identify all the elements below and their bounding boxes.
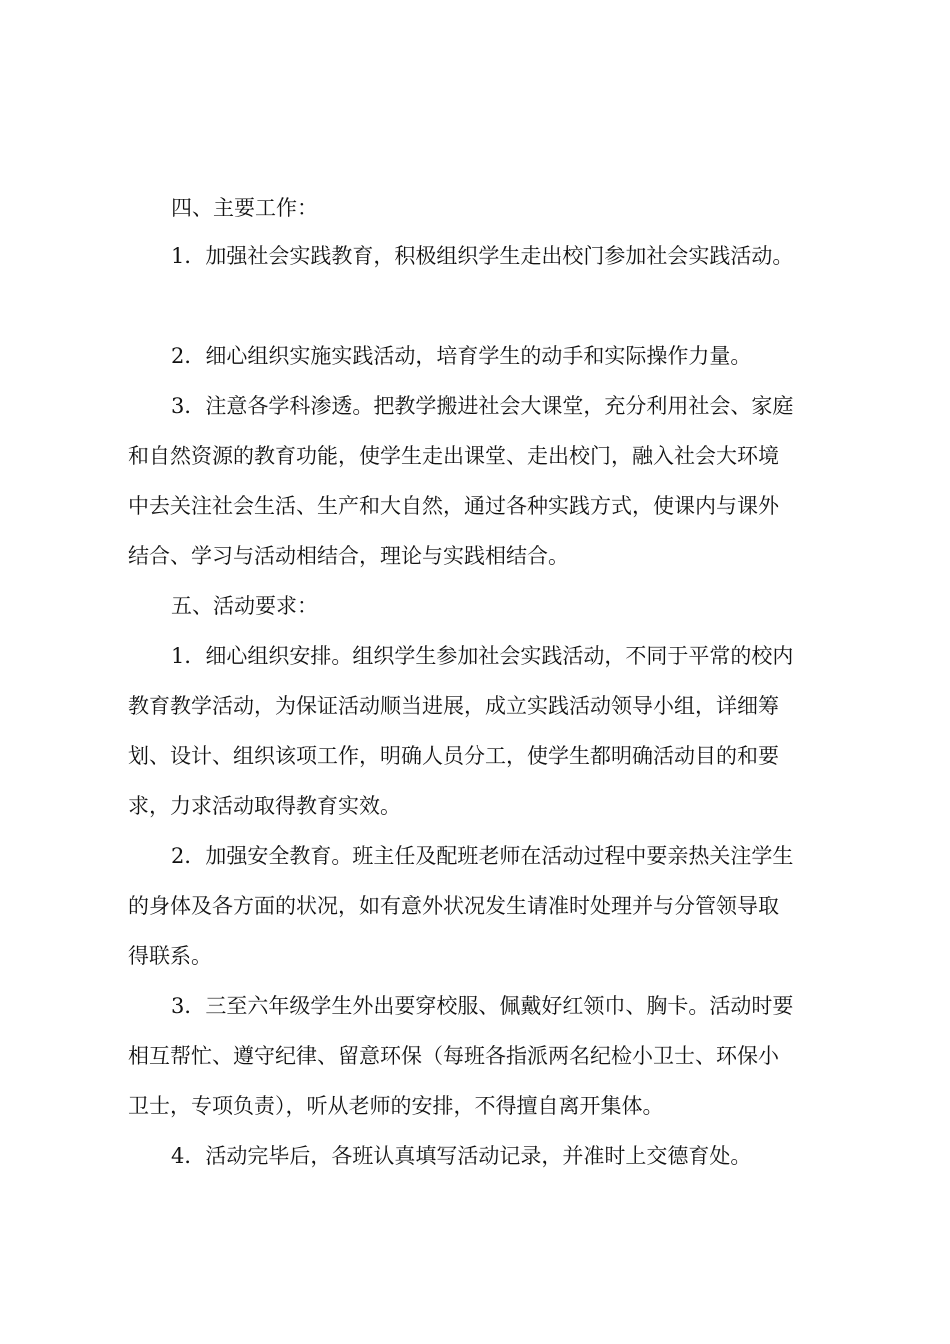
section-heading-4: 四、主要工作： (171, 196, 318, 220)
paragraph-line: 划、设计、组织该项工作，明确人员分工，使学生都明确活动目的和要 (128, 744, 779, 768)
paragraph-line: 得联系。 (128, 944, 212, 968)
paragraph-line: 卫士，专项负责），听从老师的安排，不得擅自离开集体。 (128, 1094, 664, 1118)
paragraph-line: 3．三至六年级学生外出要穿校服、佩戴好红领巾、胸卡。活动时要 (171, 994, 794, 1018)
paragraph-line: 教育教学活动，为保证活动顺当进展，成立实践活动领导小组，详细筹 (128, 694, 779, 718)
paragraph-line: 1．加强社会实践教育，积极组织学生走出校门参加社会实践活动。 (171, 244, 794, 268)
paragraph-line: 2．加强安全教育。班主任及配班老师在活动过程中要亲热关注学生 (171, 844, 794, 868)
paragraph-line: 和自然资源的教育功能，使学生走出课堂、走出校门，融入社会大环境 (128, 444, 779, 468)
paragraph-line: 求，力求活动取得教育实效。 (128, 794, 401, 818)
paragraph-line: 的身体及各方面的状况，如有意外状况发生请准时处理并与分管领导取 (128, 894, 779, 918)
paragraph-line: 4．活动完毕后，各班认真填写活动记录，并准时上交德育处。 (171, 1144, 752, 1168)
section-heading-5: 五、活动要求： (171, 594, 318, 618)
paragraph-line: 中去关注社会生活、生产和大自然，通过各种实践方式，使课内与课外 (128, 494, 779, 518)
paragraph-line: 结合、学习与活动相结合，理论与实践相结合。 (128, 544, 569, 568)
paragraph-line: 3．注意各学科渗透。把教学搬进社会大课堂，充分利用社会、家庭 (171, 394, 794, 418)
paragraph-line: 1．细心组织安排。组织学生参加社会实践活动，不同于平常的校内 (171, 644, 794, 668)
paragraph-line: 相互帮忙、遵守纪律、留意环保（每班各指派两名纪检小卫士、环保小 (128, 1044, 779, 1068)
paragraph-line: 2．细心组织实施实践活动，培育学生的动手和实际操作力量。 (171, 344, 752, 368)
